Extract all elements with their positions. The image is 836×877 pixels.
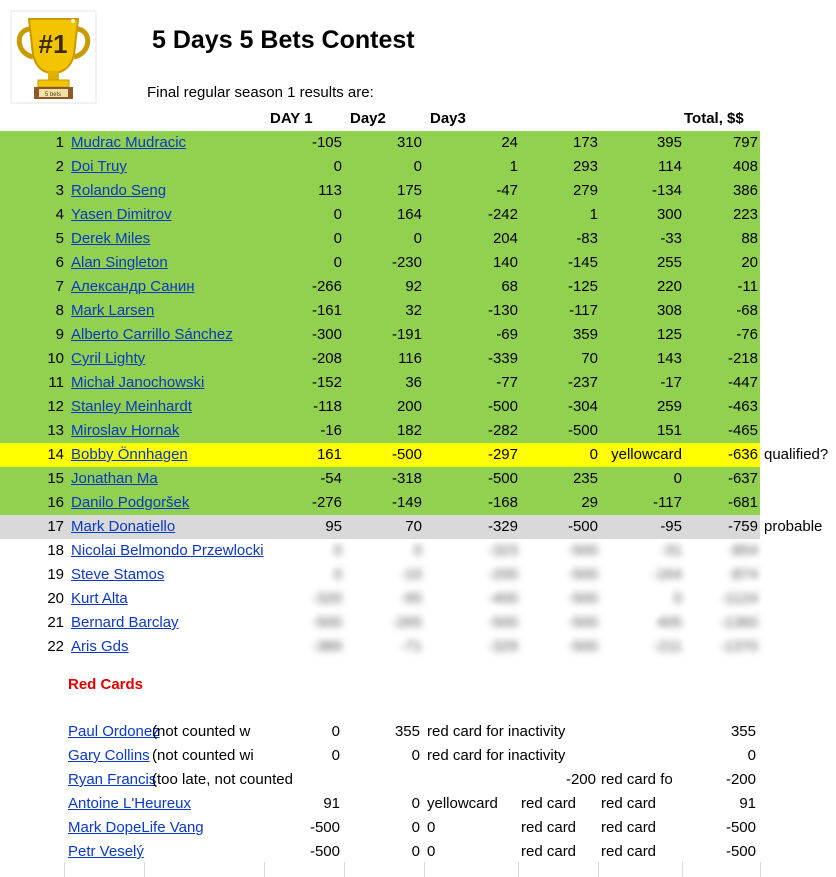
red-card-day4: red card (521, 819, 577, 836)
rank-cell: 18 (47, 542, 64, 559)
player-name-link[interactable]: Miroslav Hornak (71, 422, 180, 439)
day4-value: -237 (567, 374, 598, 391)
table-row (0, 251, 760, 275)
day5-value: -17 (660, 374, 682, 391)
rank-cell: 9 (55, 326, 64, 343)
day3-value: -297 (487, 446, 518, 463)
day2-value: 0 (413, 230, 422, 247)
rank-cell: 22 (47, 638, 64, 655)
rank-cell: 7 (55, 278, 64, 295)
day5-value: 255 (656, 254, 682, 271)
day4-value: 29 (581, 494, 598, 511)
table-row (0, 395, 760, 419)
rank-cell: 3 (55, 182, 64, 199)
day2-value: -500 (391, 446, 422, 463)
player-name-link[interactable]: Rolando Seng (71, 182, 167, 199)
red-card-player-link[interactable]: Paul Ordonez (68, 723, 160, 740)
total-value: -1360 (719, 614, 758, 631)
grid-line (518, 862, 519, 877)
results-subtitle: Final regular season 1 results are: (147, 84, 374, 101)
day2-value: -10 (400, 566, 422, 583)
day4-value: -125 (567, 278, 598, 295)
day2-value: 200 (396, 398, 422, 415)
rank-cell: 21 (47, 614, 64, 631)
red-card-day4: -200 (565, 771, 596, 788)
total-value: -76 (736, 326, 758, 343)
day3-value: -323 (487, 542, 518, 559)
grid-line (760, 862, 761, 877)
red-card-day2: 0 (411, 795, 420, 812)
red-card-player-link[interactable]: Gary Collins (68, 747, 150, 764)
total-value: -11 (737, 278, 758, 295)
total-value: -759 (727, 518, 758, 535)
rank-cell: 16 (47, 494, 64, 511)
day2-value: 175 (396, 182, 422, 199)
day3-value: 204 (492, 230, 518, 247)
table-row (0, 203, 760, 227)
day2-value: -95 (400, 590, 422, 607)
day5-value: 114 (658, 158, 682, 175)
rank-cell: 12 (47, 398, 64, 415)
day3-value: -500 (487, 398, 518, 415)
table-row (0, 443, 829, 467)
red-card-day3: 0 (427, 819, 436, 836)
player-name-link[interactable]: Mark Donatiello (71, 518, 176, 535)
day4-value: -500 (567, 518, 598, 535)
day1-value: 0 (333, 566, 342, 583)
table-row (0, 419, 760, 443)
day4-value: 0 (589, 446, 598, 463)
table-row (0, 179, 760, 203)
total-value: -465 (727, 422, 758, 439)
day1-value: 0 (333, 542, 342, 559)
player-name-link[interactable]: Steve Stamos (71, 566, 165, 583)
red-card-total: -500 (725, 843, 756, 860)
rank-cell: 13 (47, 422, 64, 439)
rank-cell: 1 (55, 134, 64, 151)
total-value: -218 (727, 350, 758, 367)
day4-value: -500 (567, 638, 598, 655)
day5-value: 0 (673, 590, 682, 607)
day4-value: 1 (589, 206, 598, 223)
rank-cell: 15 (47, 470, 64, 487)
day4-value: -83 (576, 230, 598, 247)
day3-value: 24 (501, 134, 518, 151)
day5-value: 259 (656, 398, 682, 415)
header-day2: Day2 (350, 110, 386, 127)
day1-value: -300 (311, 326, 342, 343)
red-card-player-link[interactable]: Ryan Francis (68, 771, 157, 788)
red-card-day3: yellowcard (427, 795, 498, 812)
day2-value: 70 (405, 518, 422, 535)
player-name-link[interactable]: Jonathan Ma (71, 470, 158, 487)
day1-value: 0 (333, 158, 342, 175)
grid-line (64, 862, 65, 877)
day3-value: -329 (487, 638, 518, 655)
red-card-day5: red card (601, 819, 657, 836)
header-total: Total, $$ (684, 110, 744, 127)
rank-cell: 8 (55, 302, 64, 319)
red-card-player-link[interactable]: Antoine L'Heureux (68, 795, 191, 812)
day3-value: -130 (487, 302, 518, 319)
day4-value: -500 (567, 422, 598, 439)
rank-cell: 5 (55, 230, 64, 247)
player-name-link[interactable]: Alan Singleton (71, 254, 168, 271)
player-name-link[interactable]: Alberto Carrillo Sánchez (71, 326, 233, 343)
day5-value: 0 (673, 470, 682, 487)
trophy-logo (11, 11, 96, 103)
day3-value: 1 (509, 158, 518, 175)
total-value: -68 (736, 302, 758, 319)
day1-value: -54 (320, 470, 342, 487)
player-name-link[interactable]: Derek Miles (71, 230, 151, 247)
day1-value: -276 (311, 494, 342, 511)
day2-value: 0 (413, 158, 422, 175)
day5-value: -117 (653, 494, 682, 511)
logo-badge-text: #1 (38, 29, 68, 59)
total-value: -636 (727, 446, 758, 463)
red-card-day1: -500 (309, 819, 340, 836)
rank-cell: 14 (47, 446, 64, 463)
rank-cell: 2 (55, 158, 64, 175)
day1-value: -320 (311, 590, 342, 607)
day4-value: -304 (567, 398, 598, 415)
day5-value: -211 (653, 638, 682, 655)
day3-value: -282 (487, 422, 518, 439)
day2-value: 92 (405, 278, 422, 295)
day5-value: 405 (656, 614, 682, 631)
day4-value: 293 (572, 158, 598, 175)
total-value: 797 (732, 134, 758, 151)
day1-value: -161 (311, 302, 342, 319)
red-card-day2: 0 (411, 819, 420, 836)
day5-value: -134 (651, 182, 682, 199)
rank-cell: 4 (55, 206, 64, 223)
red-card-total: 0 (747, 747, 756, 764)
red-card-day4: red card (521, 843, 577, 860)
player-name-link[interactable]: Yasen Dimitrov (71, 206, 172, 223)
player-name-link[interactable]: Nicolai Belmondo Przewlocki (71, 542, 264, 559)
day1-value: 0 (333, 254, 342, 271)
red-card-day3: red card for inactivity (427, 723, 566, 740)
day4-value: -500 (567, 542, 598, 559)
day1-value: 0 (333, 206, 342, 223)
day3-value: -329 (487, 518, 518, 535)
total-value: -874 (727, 566, 758, 583)
red-card-day3: red card for inactivity (427, 747, 566, 764)
header-day3: Day3 (430, 110, 466, 127)
table-row (0, 635, 760, 659)
day1-value: 161 (316, 446, 342, 463)
player-name-link[interactable]: Michał Janochowski (71, 374, 205, 391)
day3-value: -77 (496, 374, 518, 391)
day1-value: -208 (311, 350, 342, 367)
table-row (0, 491, 760, 515)
day3-value: -500 (487, 614, 518, 631)
red-card-total: -200 (725, 771, 756, 788)
day4-value: -117 (569, 302, 598, 319)
rank-cell: 17 (47, 518, 64, 535)
grid-line (344, 862, 345, 877)
table-row (0, 467, 760, 491)
total-value: -447 (727, 374, 758, 391)
day1-value: -105 (311, 134, 342, 151)
day3-value: -47 (496, 182, 518, 199)
day2-value: 32 (405, 302, 422, 319)
red-card-row (0, 744, 836, 768)
grid-line (144, 862, 145, 877)
day4-value: 70 (581, 350, 598, 367)
red-card-row (0, 720, 836, 744)
table-row (0, 563, 760, 587)
red-card-row (0, 768, 836, 792)
player-name-link[interactable]: Stanley Meinhardt (71, 398, 192, 415)
table-row (0, 515, 823, 539)
total-value: 408 (732, 158, 758, 175)
table-row (0, 275, 760, 299)
day5-value: 395 (656, 134, 682, 151)
player-name-link[interactable]: Doi Truy (71, 158, 127, 175)
day1-value: -152 (311, 374, 342, 391)
red-card-total: 355 (730, 723, 756, 740)
day1-value: -500 (311, 614, 342, 631)
red-card-day1: 0 (331, 747, 340, 764)
day4-value: 279 (572, 182, 598, 199)
player-name-link[interactable]: Bernard Barclay (71, 614, 179, 631)
total-value: -637 (727, 470, 758, 487)
day3-value: -400 (487, 590, 518, 607)
player-name-link[interactable]: Danilo Podgoršek (71, 494, 190, 511)
total-value: 223 (732, 206, 758, 223)
day3-value: -168 (487, 494, 518, 511)
day5-value: 220 (656, 278, 682, 295)
day5-value: 300 (656, 206, 682, 223)
day2-value: 116 (398, 350, 422, 367)
logo-plate-text: 5 bets (44, 92, 62, 98)
player-name-link[interactable]: Bobby Önnhagen (71, 446, 188, 463)
table-row (0, 587, 760, 611)
day5-value: 308 (656, 302, 682, 319)
day5-value: 125 (656, 326, 682, 343)
day2-value: -71 (400, 638, 422, 655)
rank-cell: 19 (47, 566, 64, 583)
table-row (0, 299, 760, 323)
total-value: 88 (741, 230, 758, 247)
red-card-row (0, 816, 836, 840)
red-card-row (0, 840, 836, 864)
total-value: -854 (727, 542, 758, 559)
total-value: 386 (732, 182, 758, 199)
rank-cell: 20 (47, 590, 64, 607)
red-card-day5: red card (601, 843, 657, 860)
day3-value: -242 (487, 206, 518, 223)
player-name-link[interactable]: Kurt Alta (71, 590, 128, 607)
day1-value: 113 (318, 182, 342, 199)
day2-value: 36 (405, 374, 422, 391)
day1-value: -389 (311, 638, 342, 655)
red-card-note: (not counted wi (152, 747, 254, 764)
day3-value: 68 (501, 278, 518, 295)
table-row (0, 347, 760, 371)
day3-value: -69 (496, 326, 518, 343)
grid-line (424, 862, 425, 877)
day3-value: -339 (487, 350, 518, 367)
day5-value: -95 (660, 518, 682, 535)
player-name-link[interactable]: Mudrac Mudracic (71, 134, 187, 151)
day3-value: -200 (487, 566, 518, 583)
red-card-note: (not counted w (152, 723, 251, 740)
day4-value: -500 (567, 590, 598, 607)
red-card-day1: 91 (323, 795, 340, 812)
trophy-icon (11, 11, 96, 103)
red-card-day2: 355 (394, 723, 420, 740)
day5-value: -164 (651, 566, 682, 583)
day2-value: -230 (391, 254, 422, 271)
total-value: -463 (727, 398, 758, 415)
grid-line (264, 862, 265, 877)
table-row (0, 323, 760, 347)
day1-value: 95 (325, 518, 342, 535)
rank-cell: 6 (55, 254, 64, 271)
page-title: 5 Days 5 Bets Contest (152, 26, 415, 54)
day4-value: 359 (572, 326, 598, 343)
red-card-day1: -500 (309, 843, 340, 860)
red-card-day5: red card fo (601, 771, 673, 788)
rank-cell: 11 (48, 374, 64, 391)
day4-value: -500 (567, 566, 598, 583)
total-value: 20 (741, 254, 758, 271)
red-card-total: 91 (739, 795, 756, 812)
red-card-day5: red card (601, 795, 657, 812)
red-card-day3: 0 (427, 843, 436, 860)
day3-value: -500 (487, 470, 518, 487)
grid-line (598, 862, 599, 877)
day1-value: -118 (313, 398, 342, 415)
day5-value: -33 (660, 230, 682, 247)
player-name-link[interactable]: Aris Gds (71, 638, 129, 655)
day2-value: 164 (396, 206, 422, 223)
row-note: probable (764, 518, 823, 535)
day1-value: -266 (311, 278, 342, 295)
day2-value: 310 (396, 134, 422, 151)
rank-cell: 10 (47, 350, 64, 367)
red-card-total: -500 (725, 819, 756, 836)
grid-line (682, 862, 683, 877)
day2-value: -149 (391, 494, 422, 511)
red-card-note: (too late, not counted (152, 771, 293, 788)
total-value: -681 (727, 494, 758, 511)
table-row (0, 539, 760, 563)
red-card-day2: 0 (411, 843, 420, 860)
day5-value: 143 (656, 350, 682, 367)
table-row (0, 227, 760, 251)
day5-value: yellowcard (611, 446, 682, 463)
day3-value: 140 (492, 254, 518, 271)
day1-value: 0 (333, 230, 342, 247)
day4-value: 173 (572, 134, 598, 151)
player-name-link[interactable]: Cyril Lighty (71, 350, 146, 367)
day5-value: 151 (656, 422, 682, 439)
red-cards-title: Red Cards (68, 676, 144, 693)
day4-value: 235 (572, 470, 598, 487)
total-value: -1124 (720, 590, 758, 607)
red-card-player-link[interactable]: Petr Veselý (68, 843, 144, 860)
day2-value: -318 (391, 470, 422, 487)
table-row (0, 611, 760, 635)
red-card-player-link[interactable]: Mark DopeLife Vang (68, 819, 204, 836)
day2-value: 0 (413, 542, 422, 559)
day4-value: -145 (567, 254, 598, 271)
total-value: -1370 (719, 638, 758, 655)
day1-value: -16 (320, 422, 342, 439)
day2-value: 182 (396, 422, 422, 439)
red-card-row (0, 792, 836, 816)
player-name-link[interactable]: Александр Санин (71, 278, 195, 295)
day2-value: -265 (391, 614, 422, 631)
table-row (0, 371, 760, 395)
header-day1: DAY 1 (270, 110, 313, 127)
player-name-link[interactable]: Mark Larsen (71, 302, 155, 319)
red-card-day2: 0 (411, 747, 420, 764)
day2-value: -191 (391, 326, 422, 343)
table-row (0, 155, 760, 179)
red-card-day4: red card (521, 795, 577, 812)
day4-value: -500 (567, 614, 598, 631)
table-row (0, 131, 760, 155)
row-note: qualified? (764, 446, 829, 463)
day5-value: -31 (660, 542, 682, 559)
red-card-day1: 0 (331, 723, 340, 740)
